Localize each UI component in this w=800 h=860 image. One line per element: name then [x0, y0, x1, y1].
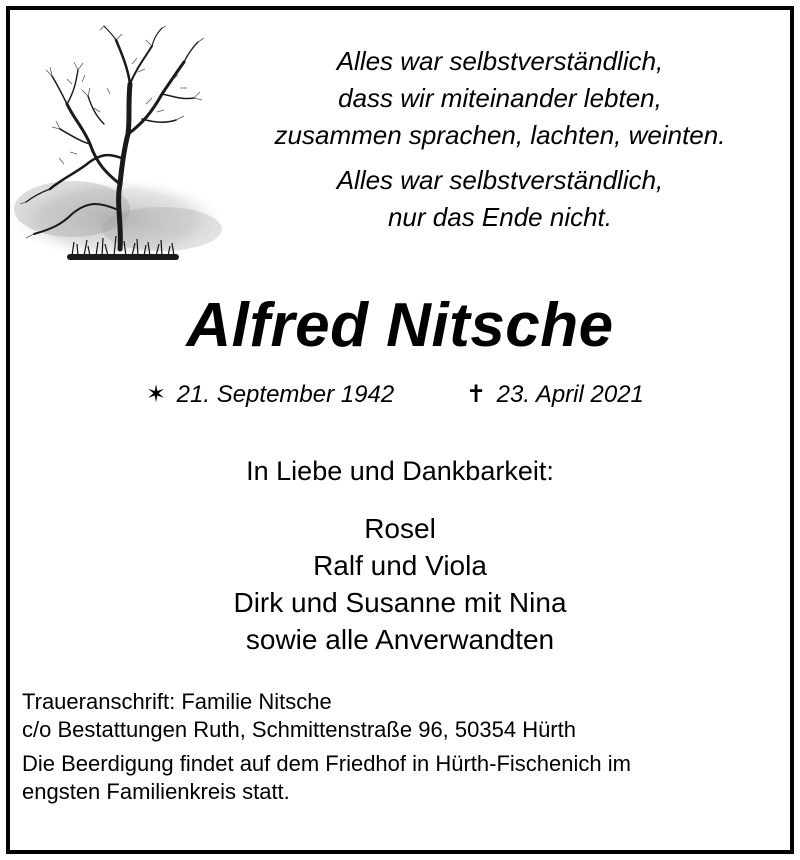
poem-line: dass wir miteinander lebten,	[338, 83, 662, 113]
poem-line: nur das Ende nicht.	[387, 202, 613, 232]
poem-line: Alles war selbstverständlich,	[336, 165, 664, 195]
bare-tree-icon	[12, 24, 234, 280]
poem-stanza-1	[240, 43, 760, 154]
family-member: Ralf und Viola	[313, 550, 487, 581]
footer-info	[22, 688, 782, 806]
poem-stanza-2	[240, 162, 760, 236]
family-list	[0, 510, 800, 658]
star-icon: ✶	[146, 381, 167, 408]
address-line-2: c/o Bestattungen Ruth, Schmittenstraße 96, 50354 Hürth	[22, 717, 576, 742]
dedication: In Liebe und Dankbarkeit:	[246, 456, 554, 486]
cross-icon: ✝	[466, 381, 487, 408]
deceased-name: Alfred Nitsche	[186, 291, 614, 360]
birth-date: 21. September 1942	[176, 381, 395, 408]
poem-line: Alles war selbstverständlich,	[336, 46, 664, 76]
family-member: Rosel	[364, 513, 436, 544]
address-line-1: Traueranschrift: Familie Nitsche	[22, 689, 332, 714]
poem-line: zusammen sprachen, lachten, weinten.	[274, 120, 726, 150]
family-member: sowie alle Anverwandten	[245, 624, 555, 655]
funeral-note-line: Die Beerdigung findet auf dem Friedhof in Hürth-Fischenich im	[22, 751, 631, 776]
death-info	[466, 380, 644, 409]
funeral-note	[22, 750, 782, 806]
funeral-note-line: engsten Familienkreis statt.	[22, 779, 290, 804]
family-member: Dirk und Susanne mit Nina	[233, 587, 567, 618]
birth-info	[146, 380, 394, 409]
poem	[240, 43, 760, 236]
death-date: 23. April 2021	[496, 381, 644, 408]
life-dates	[0, 380, 800, 416]
